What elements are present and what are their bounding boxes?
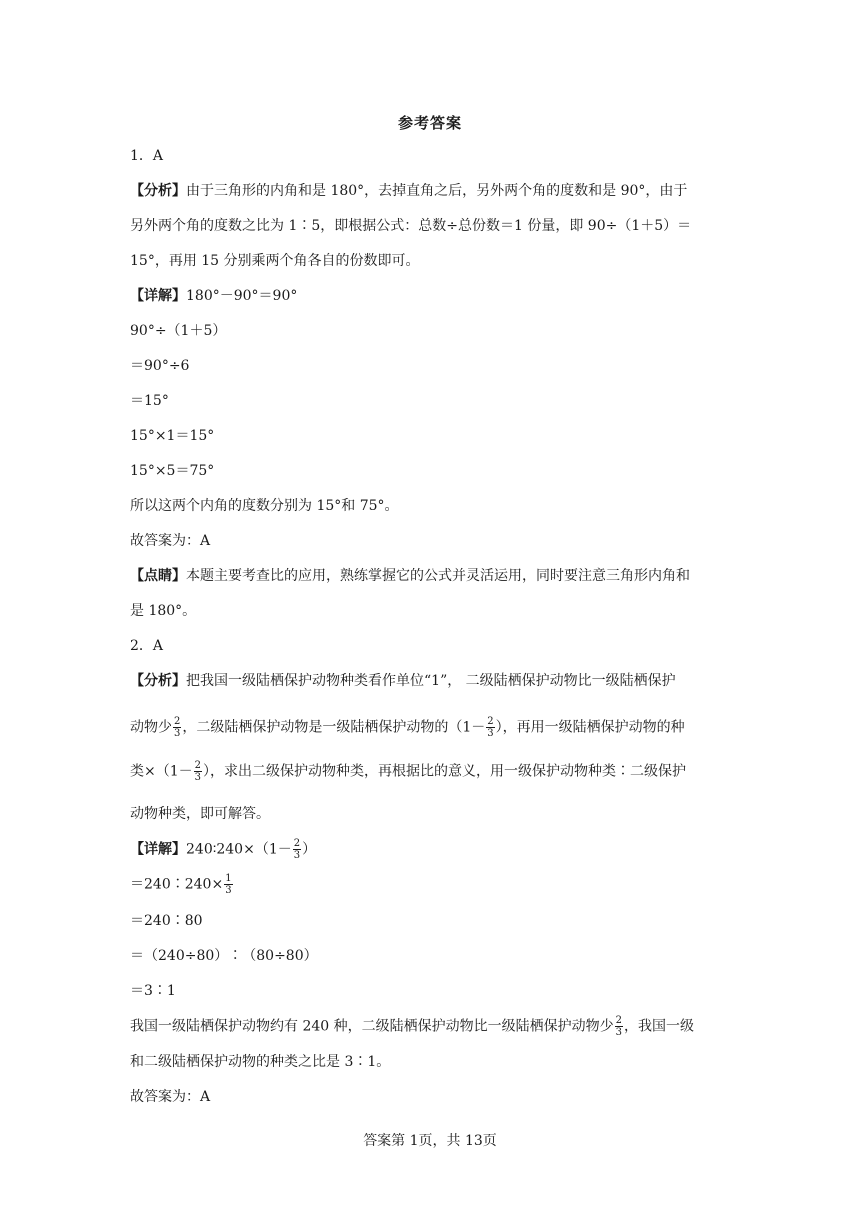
fraction-numerator: 2 [174,716,181,727]
q2-detail-text-2a: ＝240∶240× [130,876,224,893]
q2-analysis-line-4: 动物种类，即可解答。 [130,806,270,822]
q1-detail-line-4: ＝15° [130,393,169,409]
q2-detail-line-1 [130,838,740,861]
q2-detail-text-1a: 240∶240×（1－ [186,841,292,858]
q1-detail-line-6: 15°×5＝75° [130,463,215,479]
analysis-label: 【分析】 [130,673,186,689]
fraction-numerator: 2 [615,1015,622,1026]
q2-analysis-text-1: 把我国一级陆栖保护动物种类看作单位“1”， 二级陆栖保护动物比一级陆栖保护 [186,673,676,689]
fraction-denominator: 3 [194,772,202,783]
q2-analysis-text-2c: ），再用一级陆栖保护动物的种 [495,719,685,736]
fraction-two-thirds [194,760,202,783]
q2-summary-text-1b: ，我国一级 [624,1018,694,1035]
q1-comment-line-2: 是 180°。 [130,603,197,619]
q1-answer: 1．A [130,148,164,164]
fraction-numerator: 2 [487,716,494,727]
q1-analysis-line-2: 另外两个角的度数之比为 1∶5，即根据公式：总数÷总份数＝1 份量，即 90÷（1＋5）＝ [130,218,692,234]
q1-detail-line-2: 90°÷（1＋5） [130,323,227,339]
q1-analysis-line-3: 15°，再用 15 分别乘两个角各自的份数即可。 [130,253,420,269]
q2-detail-line-4: ＝（240÷80）∶（80÷80） [130,948,318,964]
q2-summary-line-1 [130,1015,740,1038]
detail-label: 【详解】 [130,288,186,304]
q2-answer: 2．A [130,638,164,654]
page-title: 参考答案 [397,114,462,132]
fraction-denominator: 3 [615,1027,622,1038]
q1-detail-line-5: 15°×1＝15° [130,428,215,444]
q1-detail-line-1 [130,286,740,306]
q1-detail-line-3: ＝90°÷6 [130,358,190,374]
fraction-numerator: 1 [225,873,232,884]
fraction-two-thirds [173,716,181,739]
q1-result: 故答案为：A [130,533,211,549]
q1-analysis-line-1 [130,181,740,201]
q2-detail-line-2 [130,873,740,896]
fraction-numerator: 2 [194,760,202,771]
fraction-denominator: 3 [225,885,232,896]
detail-label: 【详解】 [130,841,186,858]
q2-detail-line-3: ＝240∶80 [130,913,203,929]
fraction-denominator: 3 [174,728,181,739]
q2-analysis-text-2b: ，二级陆栖保护动物是一级陆栖保护动物的（1－ [182,719,486,736]
fraction-two-thirds [615,1015,623,1038]
q2-analysis-line-1 [130,671,740,691]
page-footer: 答案第 1页，共 13页 [363,1133,497,1149]
q2-analysis-text-2a: 动物少 [130,719,172,736]
q1-analysis-text-1: 由于三角形的内角和是 180°，去掉直角之后，另外两个角的度数和是 90°，由于 [186,183,688,199]
fraction-two-thirds [293,838,301,861]
comment-label: 【点睛】 [130,568,186,584]
fraction-denominator: 3 [293,850,301,861]
q2-analysis-text-3b: ），求出二级保护动物种类，再根据比的意义，用一级保护动物种类∶二级保护 [203,763,687,780]
fraction-two-thirds [486,716,494,739]
analysis-label: 【分析】 [130,183,186,199]
q1-detail-line-7: 所以这两个内角的度数分别为 15°和 75°。 [130,498,399,514]
q2-analysis-text-3a: 类×（1－ [130,763,193,780]
fraction-numerator: 2 [293,838,301,849]
q1-detail-text-1: 180°－90°＝90° [186,288,298,304]
q1-comment-text-1: 本题主要考查比的应用，熟练掌握它的公式并灵活运用，同时要注意三角形内角和 [186,568,690,584]
fraction-one-third [224,873,232,896]
q2-detail-line-5: ＝3∶1 [130,983,176,999]
q2-detail-text-1b: ） [302,841,317,858]
q2-summary-line-2: 和二级陆栖保护动物的种类之比是 3∶1。 [130,1054,391,1070]
q2-analysis-line-2 [130,716,740,739]
fraction-denominator: 3 [487,728,494,739]
q2-summary-text-1a: 我国一级陆栖保护动物约有 240 种，二级陆栖保护动物比一级陆栖保护动物少 [130,1018,614,1035]
q1-comment-line-1 [130,566,740,586]
q2-result: 故答案为：A [130,1089,211,1105]
q2-analysis-line-3 [130,760,740,783]
